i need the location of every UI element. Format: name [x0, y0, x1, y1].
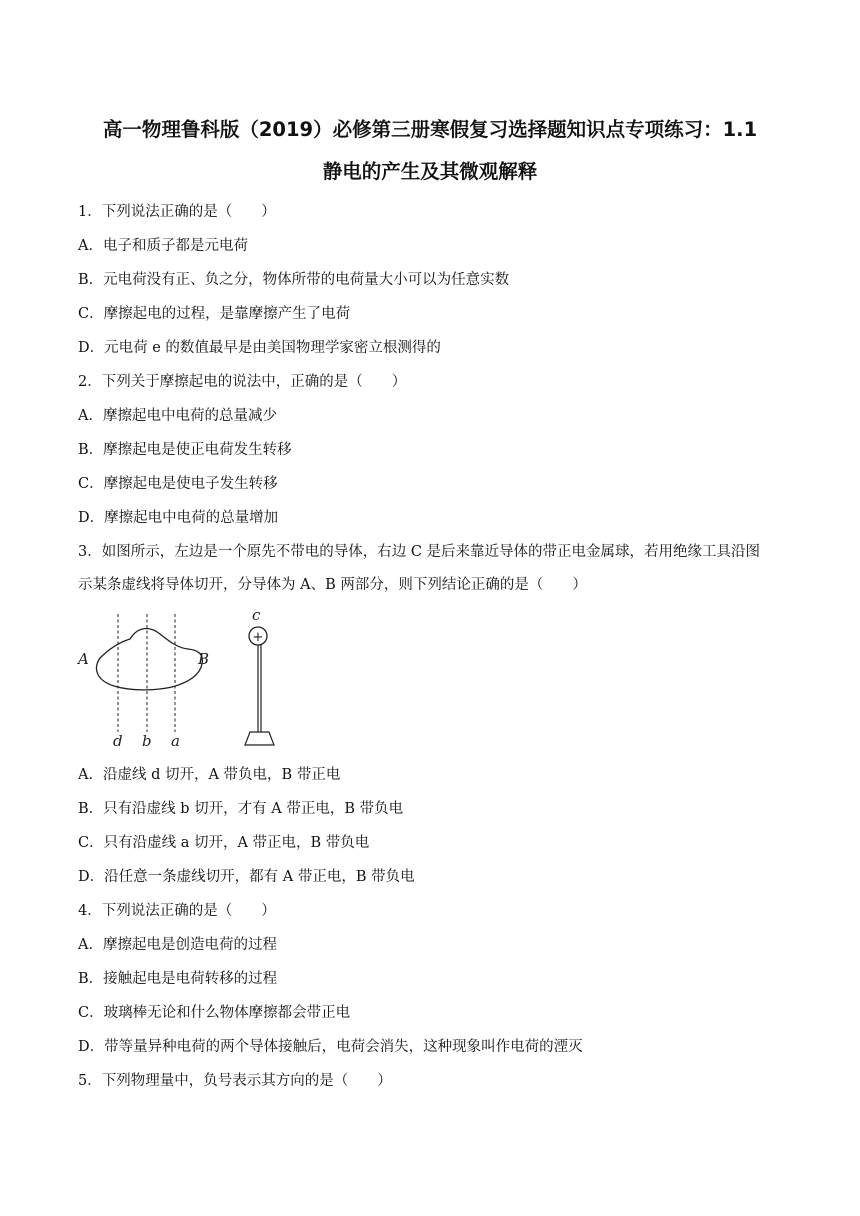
document-title-line-1: 高一物理鲁科版（2019）必修第三册寒假复习选择题知识点专项练习：1.1	[102, 118, 758, 141]
question-3-option-d: D．沿任意一条虚线切开，都有 A 带正电，B 带负电	[78, 869, 415, 885]
question-1-stem: 1．下列说法正确的是（ ）	[78, 204, 276, 220]
question-3-stem-line-1: 3．如图所示，左边是一个原先不带电的导体，右边 C 是后来靠近导体的带正电金属球，若用绝缘工具沿图	[78, 544, 761, 560]
question-1-option-b: B．元电荷没有正、负之分，物体所带的电荷量大小可以为任意实数	[78, 272, 510, 288]
label-cut-d: d	[113, 732, 123, 750]
question-3-option-b: B．只有沿虚线 b 切开，才有 A 带正电，B 带负电	[78, 801, 404, 817]
conductor-figure	[74, 608, 284, 750]
conductor-diagram	[74, 608, 284, 750]
question-3-option-c: C．只有沿虚线 a 切开，A 带正电，B 带负电	[78, 835, 370, 851]
question-4-stem: 4．下列说法正确的是（ ）	[78, 903, 276, 919]
question-2-option-b: B．摩擦起电是使正电荷发生转移	[78, 442, 292, 458]
question-3-option-a: A．沿虚线 d 切开，A 带负电，B 带正电	[78, 767, 341, 783]
label-sphere-c: c	[252, 608, 261, 624]
label-b-part: B	[198, 650, 210, 668]
question-3-stem-line-2: 示某条虚线将导体切开，分导体为 A、B 两部分，则下列结论正确的是（ ）	[78, 577, 587, 593]
question-2-stem: 2．下列关于摩擦起电的说法中，正确的是（ ）	[78, 374, 407, 390]
question-2-option-c: C．摩擦起电是使电子发生转移	[78, 476, 278, 492]
question-1-option-a: A．电子和质子都是元电荷	[78, 238, 248, 254]
question-4-option-d: D．带等量异种电荷的两个导体接触后，电荷会消失，这种现象叫作电荷的湮灭	[78, 1039, 583, 1055]
question-5-stem: 5．下列物理量中，负号表示其方向的是（ ）	[78, 1073, 392, 1089]
document-title-line-2: 静电的产生及其微观解释	[322, 160, 538, 183]
question-4-option-c: C．玻璃棒无论和什么物体摩擦都会带正电	[78, 1005, 351, 1021]
question-2-option-d: D．摩擦起电中电荷的总量增加	[78, 510, 279, 526]
plus-sign: +	[252, 630, 264, 645]
question-1-option-d: D．元电荷 e 的数值最早是由美国物理学家密立根测得的	[78, 340, 441, 356]
label-cut-a: a	[171, 732, 180, 750]
question-1-option-c: C．摩擦起电的过程，是靠摩擦产生了电荷	[78, 306, 351, 322]
question-2-option-a: A．摩擦起电中电荷的总量减少	[78, 408, 277, 424]
question-4-option-b: B．接触起电是电荷转移的过程	[78, 971, 278, 987]
stand-base	[245, 732, 274, 745]
conductor-body	[96, 629, 202, 690]
label-cut-b: b	[142, 732, 152, 750]
question-4-option-a: A．摩擦起电是创造电荷的过程	[78, 937, 277, 953]
label-a-part: A	[78, 650, 89, 668]
